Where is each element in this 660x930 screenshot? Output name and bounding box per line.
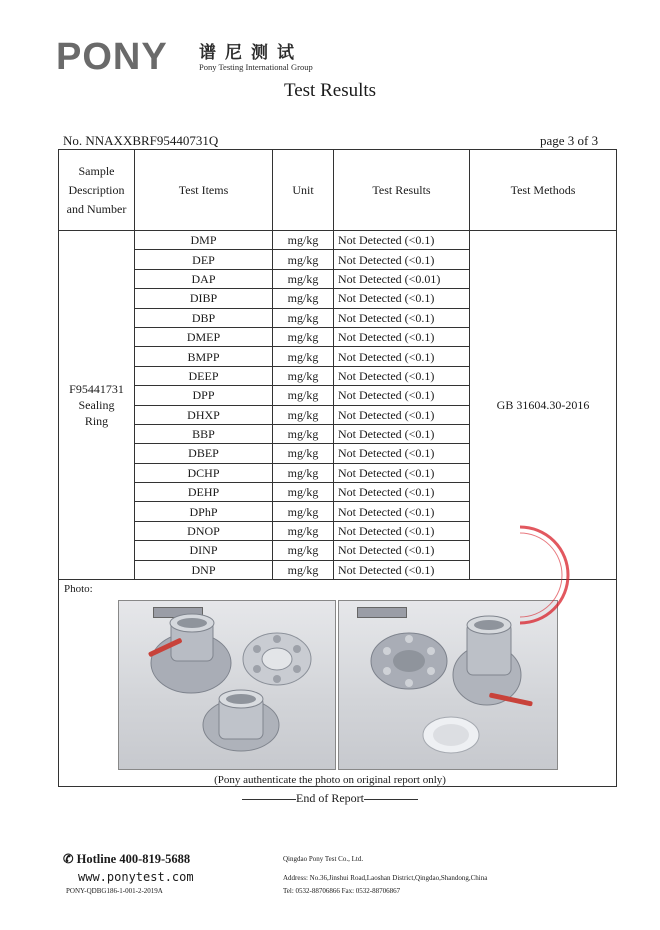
unit-cell: mg/kg xyxy=(273,327,334,346)
test-item-cell: DPhP xyxy=(135,502,273,521)
unit-cell: mg/kg xyxy=(273,483,334,502)
photo-caption: (Pony authenticate the photo on original report only) xyxy=(214,774,446,786)
result-cell: Not Detected (<0.1) xyxy=(334,560,470,579)
result-cell: Not Detected (<0.1) xyxy=(334,521,470,540)
sample-description-line: F95441731 xyxy=(69,382,124,397)
unit-cell: mg/kg xyxy=(273,366,334,385)
test-item-cell: DNP xyxy=(135,560,273,579)
header-sample-description: Sample Description and Number xyxy=(59,150,135,231)
company-name: Qingdao Pony Test Co., Ltd. xyxy=(283,855,364,863)
result-cell: Not Detected (<0.1) xyxy=(334,250,470,269)
test-item-cell: DEP xyxy=(135,250,273,269)
test-item-cell: DINP xyxy=(135,541,273,560)
result-cell: Not Detected (<0.1) xyxy=(334,231,470,250)
logo-wordmark: PONY xyxy=(56,36,168,78)
sample-description-line: Sealing xyxy=(78,398,115,413)
photo-label: Photo: xyxy=(64,583,93,595)
end-of-report xyxy=(0,791,660,806)
test-method-cell: GB 31604.30-2016 xyxy=(470,231,617,580)
table-row xyxy=(59,231,617,250)
form-code: PONY-QDBG186-1-001-2-2019A xyxy=(66,887,163,895)
unit-cell: mg/kg xyxy=(273,347,334,366)
company-address: Address: No.36,Jinshui Road,Laoshan District,Qingdao,Shandong,China xyxy=(283,874,488,882)
test-item-cell: BMPP xyxy=(135,347,273,366)
test-item-cell: DMEP xyxy=(135,327,273,346)
test-item-cell: BBP xyxy=(135,424,273,443)
result-cell: Not Detected (<0.1) xyxy=(334,386,470,405)
result-cell: Not Detected (<0.01) xyxy=(334,269,470,288)
test-item-cell: DIBP xyxy=(135,289,273,308)
result-cell: Not Detected (<0.1) xyxy=(334,308,470,327)
test-item-cell: DBP xyxy=(135,308,273,327)
test-item-cell: DMP xyxy=(135,231,273,250)
test-item-cell: DNOP xyxy=(135,521,273,540)
sample-description-cell xyxy=(59,231,135,580)
page-number: page 3 of 3 xyxy=(540,133,599,148)
company-logo xyxy=(56,38,346,78)
results-table xyxy=(58,149,617,580)
test-item-cell: DEHP xyxy=(135,483,273,502)
divider-right xyxy=(364,799,418,800)
test-item-cell: DHXP xyxy=(135,405,273,424)
sealing-ring-photo-illustration xyxy=(119,601,335,769)
test-item-cell: DAP xyxy=(135,269,273,288)
result-cell: Not Detected (<0.1) xyxy=(334,405,470,424)
sample-description-line: Ring xyxy=(84,414,109,429)
unit-cell: mg/kg xyxy=(273,444,334,463)
unit-cell: mg/kg xyxy=(273,308,334,327)
website: www.ponytest.com xyxy=(78,870,194,884)
official-stamp xyxy=(520,520,610,630)
unit-cell: mg/kg xyxy=(273,231,334,250)
unit-cell: mg/kg xyxy=(273,424,334,443)
unit-cell: mg/kg xyxy=(273,502,334,521)
table-header-row xyxy=(59,150,617,231)
logo-english-name: Pony Testing International Group xyxy=(199,62,313,72)
sample-photo-1 xyxy=(118,600,336,770)
unit-cell: mg/kg xyxy=(273,289,334,308)
unit-cell: mg/kg xyxy=(273,405,334,424)
unit-cell: mg/kg xyxy=(273,386,334,405)
logo-chinese-name: 谱尼测试 xyxy=(199,43,303,63)
result-cell: Not Detected (<0.1) xyxy=(334,424,470,443)
report-number: No. NNAXXBRF95440731Q xyxy=(63,133,219,148)
unit-cell: mg/kg xyxy=(273,250,334,269)
phone-icon: ✆ xyxy=(63,852,74,866)
result-cell: Not Detected (<0.1) xyxy=(334,289,470,308)
result-cell: Not Detected (<0.1) xyxy=(334,444,470,463)
header-unit: Unit xyxy=(273,150,334,231)
test-item-cell: DCHP xyxy=(135,463,273,482)
result-cell: Not Detected (<0.1) xyxy=(334,502,470,521)
result-cell: Not Detected (<0.1) xyxy=(334,463,470,482)
hotline-text: Hotline 400-819-5688 xyxy=(76,852,191,866)
unit-cell: mg/kg xyxy=(273,463,334,482)
result-cell: Not Detected (<0.1) xyxy=(334,483,470,502)
result-cell: Not Detected (<0.1) xyxy=(334,327,470,346)
company-phones: Tel: 0532-88706866 Fax: 0532-88706867 xyxy=(283,887,401,895)
result-cell: Not Detected (<0.1) xyxy=(334,366,470,385)
unit-cell: mg/kg xyxy=(273,521,334,540)
test-item-cell: DEEP xyxy=(135,366,273,385)
result-cell: Not Detected (<0.1) xyxy=(334,541,470,560)
result-cell: Not Detected (<0.1) xyxy=(334,347,470,366)
end-of-report-text: End of Report xyxy=(296,791,364,805)
hotline xyxy=(63,851,190,867)
header-test-results: Test Results xyxy=(334,150,470,231)
test-item-cell: DPP xyxy=(135,386,273,405)
divider-left xyxy=(242,799,296,800)
unit-cell: mg/kg xyxy=(273,560,334,579)
header-test-items: Test Items xyxy=(135,150,273,231)
header-test-methods: Test Methods xyxy=(470,150,617,231)
unit-cell: mg/kg xyxy=(273,269,334,288)
test-item-cell: DBEP xyxy=(135,444,273,463)
page-title: Test Results xyxy=(283,80,377,101)
unit-cell: mg/kg xyxy=(273,541,334,560)
